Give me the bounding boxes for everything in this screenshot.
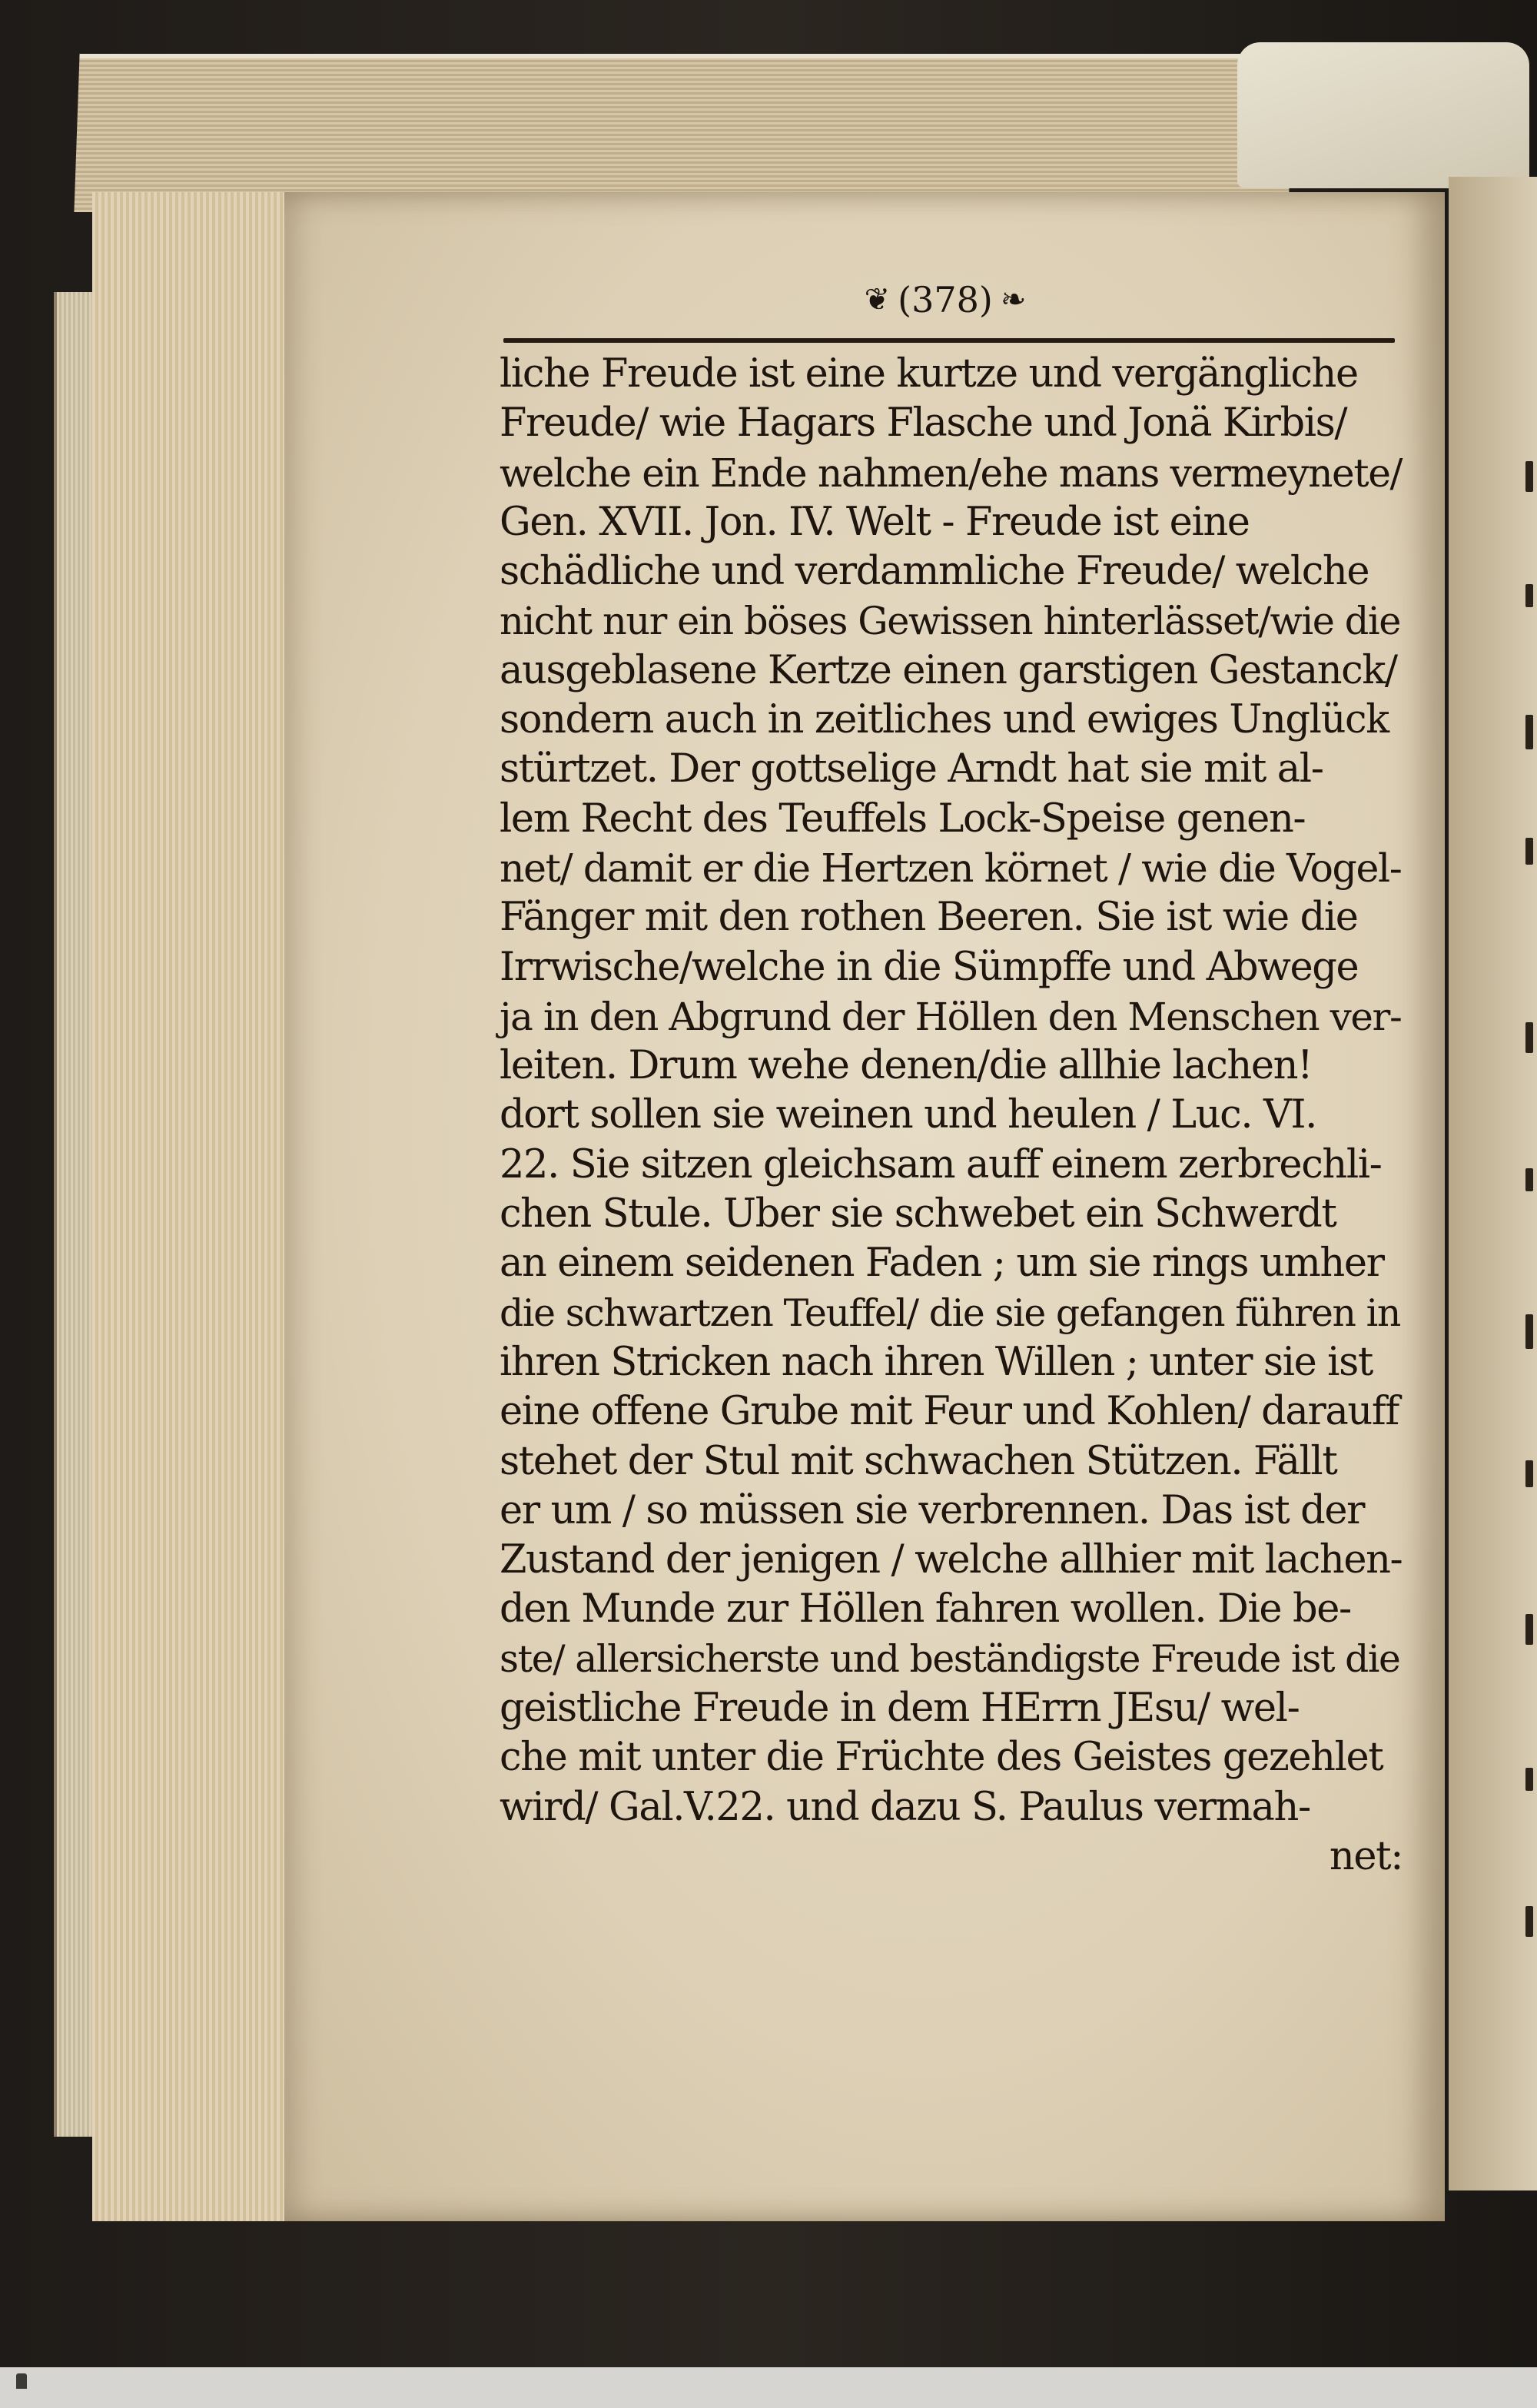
page-number: (378) — [898, 279, 993, 321]
text-line: dort sollen sie weinen und heulen / Luc. VI. — [500, 1092, 1316, 1138]
text-line: net/ damit er die Hertzen körnet / wie die Vogel- — [500, 845, 1402, 891]
library-logo-icon — [5, 2373, 38, 2404]
header-rule — [503, 338, 1395, 343]
text-line: Irrwische/welche in die Sümpffe und Abwege — [500, 944, 1359, 990]
text-line: liche Freude ist eine kurtze und vergängliche — [500, 351, 1358, 397]
page-body — [500, 350, 1403, 1882]
text-line: sondern auch in zeitliches und ewiges Unglück — [500, 697, 1389, 743]
text-line: nicht nur ein böses Gewissen hinterlässet/wie die — [500, 599, 1401, 644]
text-line: Gen. XVII. Jon. IV. Welt - Freude ist eine — [500, 499, 1250, 545]
text-line: geistliche Freude in dem HErrn JEsu/ wel- — [500, 1686, 1300, 1732]
text-line: Fänger mit den rothen Beeren. Sie ist wie die — [500, 895, 1358, 941]
text-line: che mit unter die Früchte des Geistes gezehlet — [500, 1735, 1383, 1781]
book-cover-corner — [1237, 42, 1529, 188]
text-line: die schwartzen Teuffel/ die sie gefangen führen in — [500, 1290, 1400, 1335]
text-line: ihren Stricken nach ihren Willen ; unter sie ist — [500, 1339, 1373, 1385]
right-ornament-icon: ❧ — [1000, 282, 1027, 317]
text-line: er um / so müssen sie verbrennen. Das ist der — [500, 1487, 1365, 1533]
page-header — [822, 273, 1068, 327]
text-line: welche ein Ende nahmen/ehe mans vermeynete/ — [500, 450, 1403, 496]
text-line: stehet der Stul mit schwachen Stützen. Fällt — [500, 1438, 1337, 1484]
left-ornament-icon: ❦ — [864, 282, 891, 317]
text-line: Freude/ wie Hagars Flasche und Jonä Kirbis/ — [500, 400, 1347, 447]
text-line: chen Stule. Uber sie schwebet ein Schwerdt — [500, 1191, 1336, 1237]
text-line: 22. Sie sitzen gleichsam auff einem zerbrechli- — [500, 1141, 1382, 1187]
text-line: stürtzet. Der gottselige Arndt hat sie mit al- — [500, 746, 1323, 792]
catchword: net: — [1329, 1833, 1403, 1879]
text-line: schädliche und verdammliche Freude/ welche — [500, 549, 1369, 595]
text-line: leiten. Drum wehe denen/die allhie lachen! — [500, 1043, 1313, 1089]
text-line: ausgeblasene Kertze einen garstigen Gestanck/ — [500, 647, 1397, 693]
viewer-footer-bar — [0, 2367, 1537, 2408]
text-line: ste/ allersicherste und beständigste Freude ist die — [500, 1637, 1400, 1681]
book-top-edge — [74, 54, 1293, 212]
facing-page-edge — [1449, 177, 1537, 2190]
page-stack — [92, 192, 292, 2221]
text-line: den Munde zur Höllen fahren wollen. Die be- — [500, 1586, 1351, 1632]
text-line: Zustand der jenigen / welche allhier mit lachen- — [500, 1537, 1403, 1583]
text-line: wird/ Gal.V.22. und dazu S. Paulus vermah- — [500, 1784, 1310, 1830]
text-line: lem Recht des Teuffels Lock-Speise genen- — [500, 795, 1306, 842]
text-line: an einem seidenen Faden ; um sie rings umher — [500, 1241, 1384, 1287]
text-line: eine offene Grube mit Feur und Kohlen/ darauff — [500, 1389, 1399, 1435]
text-line: ja in den Abgrund der Höllen den Menschen ver- — [500, 994, 1402, 1039]
